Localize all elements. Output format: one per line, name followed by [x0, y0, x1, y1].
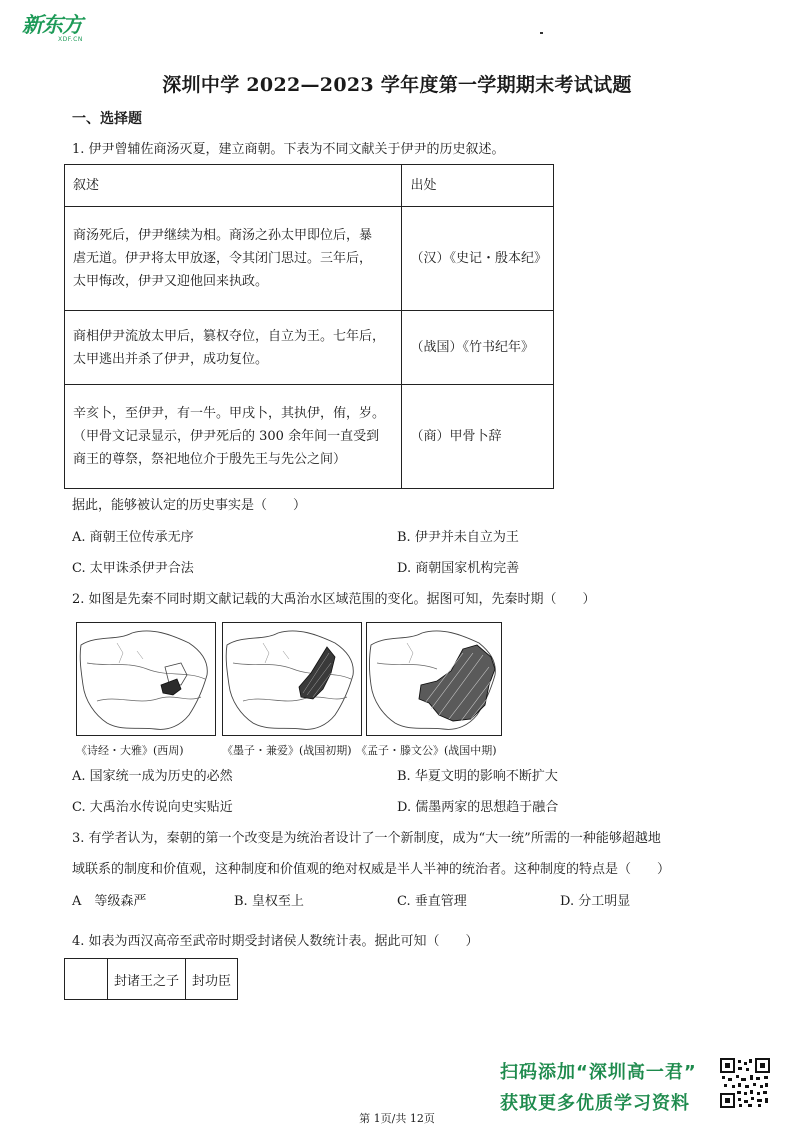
- map-mengzi: [366, 622, 502, 736]
- map-mengzi-drawing: [367, 623, 501, 735]
- q3-option-c[interactable]: C. 垂直管理: [397, 894, 467, 909]
- q4-stem: 4. 如表为西汉高帝至武帝时期受封诸侯人数统计表。据此可知（ ）: [72, 934, 479, 949]
- q1-table-row-2-source: （战国）《竹书纪年》: [402, 311, 554, 385]
- qr-code[interactable]: [720, 1058, 770, 1108]
- qr-code-graphic: [720, 1058, 770, 1108]
- map-caption-mengzi: 《孟子・滕文公》(战国中期): [356, 744, 497, 757]
- q1-prompt: 据此，能够被认定的历史事实是（ ）: [72, 498, 307, 513]
- q4-table-header-officials: 封功臣: [186, 959, 238, 1000]
- q2-option-a[interactable]: A. 国家统一成为历史的必然: [72, 769, 233, 784]
- q1-stem: 1. 伊尹曾辅佐商汤灭夏，建立商朝。下表为不同文献关于伊尹的历史叙述。: [72, 142, 505, 157]
- q1-table-header-narrative: 叙述: [65, 165, 402, 207]
- q2-option-b[interactable]: B. 华夏文明的影响不断扩大: [397, 769, 558, 784]
- ad-line-2: 获取更多优质学习资料: [500, 1093, 690, 1114]
- q1-table-row-1-source: （汉）《史记・殷本纪》: [402, 207, 554, 311]
- q1-option-d[interactable]: D. 商朝国家机构完善: [397, 561, 520, 576]
- map-caption-mozi: 《墨子・兼爱》(战国初期): [222, 744, 352, 757]
- q2-stem: 2. 如图是先秦不同时期文献记载的大禹治水区域范围的变化。据图可知，先秦时期（ ）: [72, 592, 596, 607]
- xdf-logo: [22, 14, 82, 44]
- page-number: 第 1页/共 12页: [359, 1112, 435, 1125]
- q3-option-a[interactable]: A 等级森严: [72, 894, 147, 909]
- q2-option-d[interactable]: D. 儒墨两家的思想趋于融合: [397, 800, 559, 815]
- page-title: 深圳中学 2022—2023 学年度第一学期期末考试试题: [162, 74, 632, 96]
- section-heading: 一、选择题: [72, 111, 142, 127]
- map-shijing-drawing: [77, 623, 215, 735]
- q3-stem-line-1: 3. 有学者认为，秦朝的第一个改变是为统治者设计了一个新制度，成为“大一统”所需的一种能够超越地: [72, 831, 661, 846]
- ad-line-1: 扫码添加“深圳高一君”: [500, 1062, 697, 1083]
- q1-option-a[interactable]: A. 商朝王位传承无序: [72, 530, 194, 545]
- q4-table-header-princes: 封诸王之子: [108, 959, 186, 1000]
- q2-option-c[interactable]: C. 大禹治水传说向史实贴近: [72, 800, 233, 815]
- scan-dot: [540, 32, 543, 34]
- q1-table-row-2-text: 商相伊尹流放太甲后，篡权夺位，自立为王。七年后， 太甲逃出并杀了伊尹，成功复位。: [65, 311, 402, 385]
- q1-table-header-source: 出处: [402, 165, 554, 207]
- map-shijing: [76, 622, 216, 736]
- q4-table: [64, 958, 238, 1000]
- map-caption-shijing: 《诗经・大雅》(西周): [76, 744, 184, 757]
- q1-table-row-3-text: 辛亥卜，至伊尹，有一牛。甲戌卜，其执伊，侑，岁。 （甲骨文记录显示，伊尹死后的 300 余年间一直受到 商王的尊祭，祭祀地位介于殷先王与先公之间）: [65, 385, 402, 489]
- logo-brand: 新东方: [22, 13, 82, 37]
- map-mozi: [222, 622, 362, 736]
- q1-option-b[interactable]: B. 伊尹并未自立为王: [397, 530, 519, 545]
- q3-stem-line-2: 域联系的制度和价值观，这种制度和价值观的绝对权威是半人半神的统治者。这种制度的特点是（ ）: [72, 862, 671, 877]
- q1-option-c[interactable]: C. 太甲诛杀伊尹合法: [72, 561, 194, 576]
- q1-table-row-3-source: （商）甲骨卜辞: [402, 385, 554, 489]
- logo-sub: XDF.CN: [58, 36, 83, 43]
- q1-table: [64, 164, 554, 489]
- q3-option-d[interactable]: D. 分工明显: [560, 894, 631, 909]
- q1-table-row-1-text: 商汤死后，伊尹继续为相。商汤之孙太甲即位后，暴 虐无道。伊尹将太甲放逐，令其闭门思过。三年后， 太甲悔改，伊尹又迎他回来执政。: [65, 207, 402, 311]
- q4-table-header-blank: [65, 959, 108, 1000]
- map-mozi-drawing: [223, 623, 361, 735]
- q3-option-b[interactable]: B. 皇权至上: [234, 894, 304, 909]
